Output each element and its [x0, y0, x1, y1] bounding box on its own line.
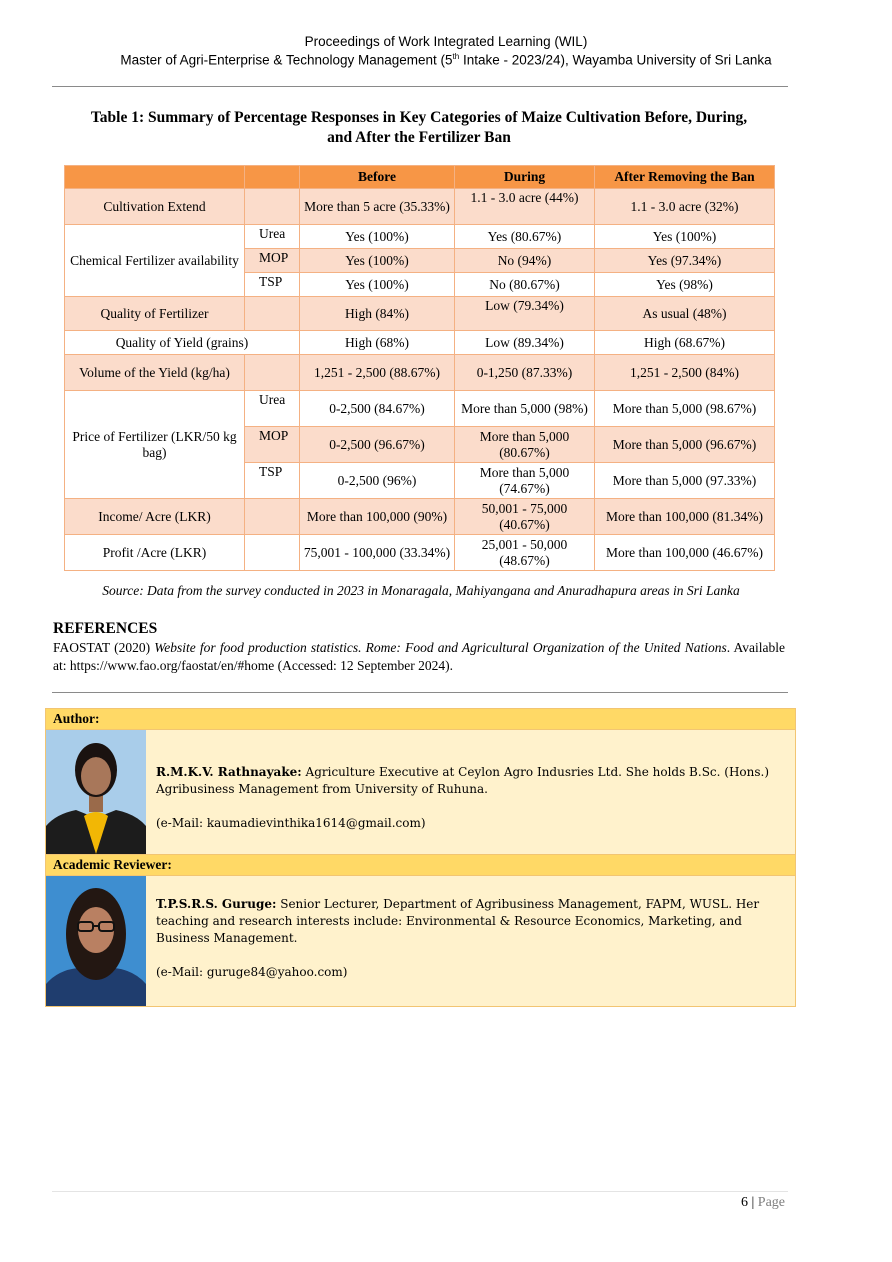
reviewer-heading: Academic Reviewer: [46, 854, 795, 876]
author-box [45, 708, 796, 1007]
reference-entry: FAOSTAT (2020) Website for food production statistics. Rome: Food and Agricultural Organization of the United Nations. Available at: https://www.fao.org/faostat/en/#home (Accessed: 12 September 2024). [53, 640, 785, 673]
page-number: 6 | Page [740, 1195, 785, 1210]
table-row [65, 499, 775, 535]
cell: More than 5,000 (98.67%) [595, 391, 775, 427]
cell: More than 5,000 (74.67%) [455, 463, 595, 499]
cell: 0-2,500 (96%) [300, 463, 455, 499]
cell: More than 100,000 (46.67%) [595, 535, 775, 571]
table-row [65, 355, 775, 391]
cell: More than 5,000 (98%) [455, 391, 595, 427]
cell: No (94%) [455, 249, 595, 273]
cell: 1,251 - 2,500 (84%) [595, 355, 775, 391]
program-subtitle: Master of Agri-Enterprise & Technology Management (5th Intake - 2023/24), Wayamba University of Sri Lanka [120, 52, 772, 68]
cell: Yes (100%) [300, 249, 455, 273]
table-row [65, 535, 775, 571]
table-row [65, 189, 775, 225]
table-row [65, 297, 775, 331]
cell: High (84%) [300, 297, 455, 331]
cell: 0-1,250 (87.33%) [455, 355, 595, 391]
reviewer-photo [46, 876, 146, 1006]
row-label: Volume of the Yield (kg/ha) [65, 355, 245, 391]
col-during: During [455, 166, 595, 189]
author-photo [46, 730, 146, 854]
author-heading: Author: [46, 709, 795, 730]
header-divider [52, 86, 788, 87]
sub-label: MOP [245, 427, 300, 463]
cell: 0-2,500 (96.67%) [300, 427, 455, 463]
sub-label: TSP [245, 273, 300, 297]
cell: More than 5,000 (96.67%) [595, 427, 775, 463]
cell: 25,001 - 50,000 (48.67%) [455, 535, 595, 571]
cell: No (80.67%) [455, 273, 595, 297]
footer-divider [52, 1191, 788, 1192]
cell: Yes (100%) [300, 273, 455, 297]
cell: High (68.67%) [595, 331, 775, 355]
cell: 0-2,500 (84.67%) [300, 391, 455, 427]
proceedings-title: Proceedings of Work Integrated Learning (WIL) [304, 34, 588, 49]
cell: More than 100,000 (81.34%) [595, 499, 775, 535]
author-email: (e-Mail: kaumadievinthika1614@gmail.com) [156, 816, 426, 830]
cell: 50,001 - 75,000 (40.67%) [455, 499, 595, 535]
cell: 1,251 - 2,500 (88.67%) [300, 355, 455, 391]
author-bio: R.M.K.V. Rathnayake: Agriculture Executive at Ceylon Agro Indusries Ltd. She holds B.Sc. (Hons.) Agribusiness Management from University of Ruhuna. (e-Mail: kaumadievinthika1614@gmail.com) [156, 764, 787, 832]
sub-label: Urea [245, 391, 300, 427]
summary-table [64, 165, 775, 571]
table-row [65, 391, 775, 427]
table-source: Source: Data from the survey conducted in 2023 in Monaragala, Mahiyangana and Anuradhapura areas in Sri Lanka [102, 583, 740, 598]
row-label: Price of Fertilizer (LKR/50 kg bag) [65, 391, 245, 499]
reviewer-bio: T.P.S.R.S. Guruge: Senior Lecturer, Department of Agribusiness Management, FAPM, WUSL. Her teaching and research interests include: Environmental & Resource Economics, Marketing, and Business Management. (e-Mail: guruge84@yahoo.com) [156, 896, 787, 981]
cell: More than 5 acre (35.33%) [300, 189, 455, 225]
row-label: Chemical Fertilizer availability [65, 225, 245, 297]
cell: Yes (98%) [595, 273, 775, 297]
cell: More than 5,000 (80.67%) [455, 427, 595, 463]
cell: More than 100,000 (90%) [300, 499, 455, 535]
table-caption: Table 1: Summary of Percentage Responses in Key Categories of Maize Cultivation Before, During, and After the Fertilizer Ban [90, 109, 748, 146]
cell: As usual (48%) [595, 297, 775, 331]
reviewer-email: (e-Mail: guruge84@yahoo.com) [156, 965, 348, 979]
row-label: Income/ Acre (LKR) [65, 499, 245, 535]
cell: High (68%) [300, 331, 455, 355]
table-row [65, 225, 775, 249]
cell: 75,001 - 100,000 (33.34%) [300, 535, 455, 571]
section-divider [52, 692, 788, 693]
cell: Yes (100%) [595, 225, 775, 249]
cell: Yes (80.67%) [455, 225, 595, 249]
row-label: Quality of Fertilizer [65, 297, 245, 331]
row-label: Quality of Yield (grains) [65, 331, 300, 355]
cell: Low (89.34%) [455, 331, 595, 355]
sub-label: Urea [245, 225, 300, 249]
references-heading: REFERENCES [53, 620, 158, 637]
sub-label: TSP [245, 463, 300, 499]
row-label: Cultivation Extend [65, 189, 245, 225]
col-before: Before [300, 166, 455, 189]
cell: More than 5,000 (97.33%) [595, 463, 775, 499]
table-header-row [65, 166, 775, 189]
cell: Yes (100%) [300, 225, 455, 249]
col-after: After Removing the Ban [595, 166, 775, 189]
cell: 1.1 - 3.0 acre (32%) [595, 189, 775, 225]
cell: 1.1 - 3.0 acre (44%) [455, 189, 595, 225]
table-row [65, 331, 775, 355]
cell: Low (79.34%) [455, 297, 595, 331]
cell: Yes (97.34%) [595, 249, 775, 273]
sub-label: MOP [245, 249, 300, 273]
row-label: Profit /Acre (LKR) [65, 535, 245, 571]
